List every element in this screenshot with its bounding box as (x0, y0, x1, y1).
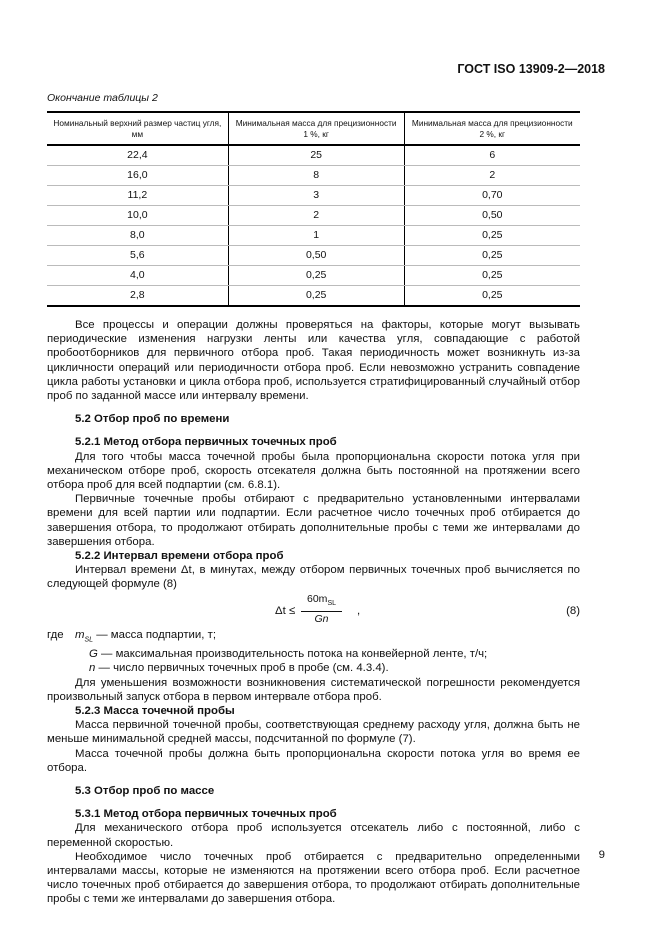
paragraph: Для механического отбора проб используется отсекатель либо с постоянной, либо с переменной скоростью. (47, 822, 580, 849)
table-cell: 8,0 (47, 226, 228, 246)
table-cell: 6 (404, 145, 580, 166)
table-cell: 16,0 (47, 166, 228, 186)
subsection-heading-5-3-1: 5.3.1 Метод отбора первичных точечных проб (75, 808, 337, 821)
table-cell: 11,2 (47, 186, 228, 206)
document-body (47, 318, 580, 907)
formula-comma: , (357, 604, 361, 617)
table-cell: 0,25 (228, 266, 404, 286)
table-cell: 8 (228, 166, 404, 186)
definition-row: n — число первичных точечных проб в пробе (см. 4.3.4). (89, 662, 389, 675)
table-header-row (47, 112, 580, 145)
table-cell: 22,4 (47, 145, 228, 166)
formula-number: (8) (566, 604, 580, 617)
header-mass-2pct: Минимальная масса для прецизионности 2 %, кг (404, 112, 580, 145)
table-cell: 0,70 (404, 186, 580, 206)
header-particle-size: Номинальный верхний размер частиц угля, мм (47, 112, 228, 145)
table-cell: 0,50 (228, 246, 404, 266)
page-number: 9 (598, 849, 605, 861)
table-row (47, 226, 580, 246)
paragraph: Для того чтобы масса точечной пробы была пропорциональна скорости потока угля при механическом отборе проб, скорость отсекателя должна быть постоянной на протяжении всего отбора проб для всей подпартии (см. 6.8.1). (47, 450, 580, 492)
definition-row: где $m_{SL}$ — масса подпартии, т; (47, 628, 216, 643)
formula-fraction (301, 592, 342, 627)
paragraph: Необходимое число точечных проб отбирается с предварительно определенными интервалами массы, которые не изменяются на протяжении всего отбора проб. Если расчетное число точечных проб отбирается до завершения отбора, то продолжают отбирать дополнительные пробы с теми же интервалами до завершения отбора. (47, 850, 580, 906)
formula-numerator: $60m_{SL}$ (301, 592, 342, 612)
mass-table (47, 111, 580, 307)
formula-8 (47, 592, 580, 628)
subsection-heading-5-2-3: 5.2.3 Масса точечной пробы (75, 704, 235, 717)
table-cell: 0,25 (404, 266, 580, 286)
table-row (47, 286, 580, 307)
table-row (47, 166, 580, 186)
formula-definitions (47, 628, 580, 676)
formula-denominator: Gn (314, 612, 329, 625)
section-heading-5-3: 5.3 Отбор проб по массе (75, 784, 215, 797)
table-row (47, 266, 580, 286)
table-cell: 2 (404, 166, 580, 186)
subsection-heading-5-2-2: 5.2.2 Интервал времени отбора проб (75, 550, 284, 563)
table-cell: 2,8 (47, 286, 228, 307)
paragraph: Все процессы и операции должны проверяться на факторы, которые могут вызывать периодические изменения нагрузки ленты или качества угля, совпадающие с работой пробоотборников для первичного отбора проб. Такая периодичность может возникнуть из-за цикличности операций или периодичности отбора проб. Если невозможно устранить совпадение цикла работы установки и цикла отбора проб, используется стратифицированный случайный отбор проб по заданной массе или интервалу времени. (47, 319, 580, 403)
table-row (47, 145, 580, 166)
table-row (47, 186, 580, 206)
subsection-heading-5-2-1: 5.2.1 Метод отбора первичных точечных проб (75, 436, 337, 449)
paragraph: Первичные точечные пробы отбирают с предварительно установленными интервалами времени для всей партии или подпартии. Если расчетное число точечных проб отбирается до завершения отбора, то продолжают отбирать дополнительные пробы с теми же интервалами до завершения отбора. (47, 493, 580, 548)
document-code: ГОСТ ISO 13909-2—2018 (457, 62, 605, 76)
paragraph: Интервал времени Δt, в минутах, между отбором первичных точечных проб вычисляется по следующей формуле (8) (47, 564, 580, 591)
table-body (47, 145, 580, 306)
table-cell: 0,25 (404, 226, 580, 246)
table-cell: 2 (228, 206, 404, 226)
table-cell: 0,25 (404, 246, 580, 266)
table-cell: 0,50 (404, 206, 580, 226)
table-cell: 0,25 (404, 286, 580, 307)
header-mass-1pct: Минимальная масса для прецизионности 1 %, кг (228, 112, 404, 145)
table-caption: Окончание таблицы 2 (47, 92, 158, 104)
table-row (47, 206, 580, 226)
table-row (47, 246, 580, 266)
table-cell: 4,0 (47, 266, 228, 286)
table-cell: 0,25 (228, 286, 404, 307)
definition-row: G — максимальная производительность потока на конвейерной ленте, т/ч; (89, 648, 488, 661)
table-cell: 5,6 (47, 246, 228, 266)
table-cell: 1 (228, 226, 404, 246)
formula-lhs: Δt ≤ (275, 604, 296, 617)
paragraph: Масса первичной точечной пробы, соответствующая среднему расходу угля, должна быть не меньше минимальной средней массы, подсчитанной по формуле (7). (47, 719, 580, 746)
table-cell: 3 (228, 186, 404, 206)
table-cell: 10,0 (47, 206, 228, 226)
table-cell: 25 (228, 145, 404, 166)
paragraph: Масса точечной пробы должна быть пропорциональна скорости потока угля во время ее отбора. (47, 747, 580, 774)
section-heading-5-2: 5.2 Отбор проб по времени (75, 413, 230, 426)
paragraph: Для уменьшения возможности возникновения систематической погрешности рекомендуется произвольный запуск отбора в первом интервале отбора проб. (47, 676, 580, 703)
